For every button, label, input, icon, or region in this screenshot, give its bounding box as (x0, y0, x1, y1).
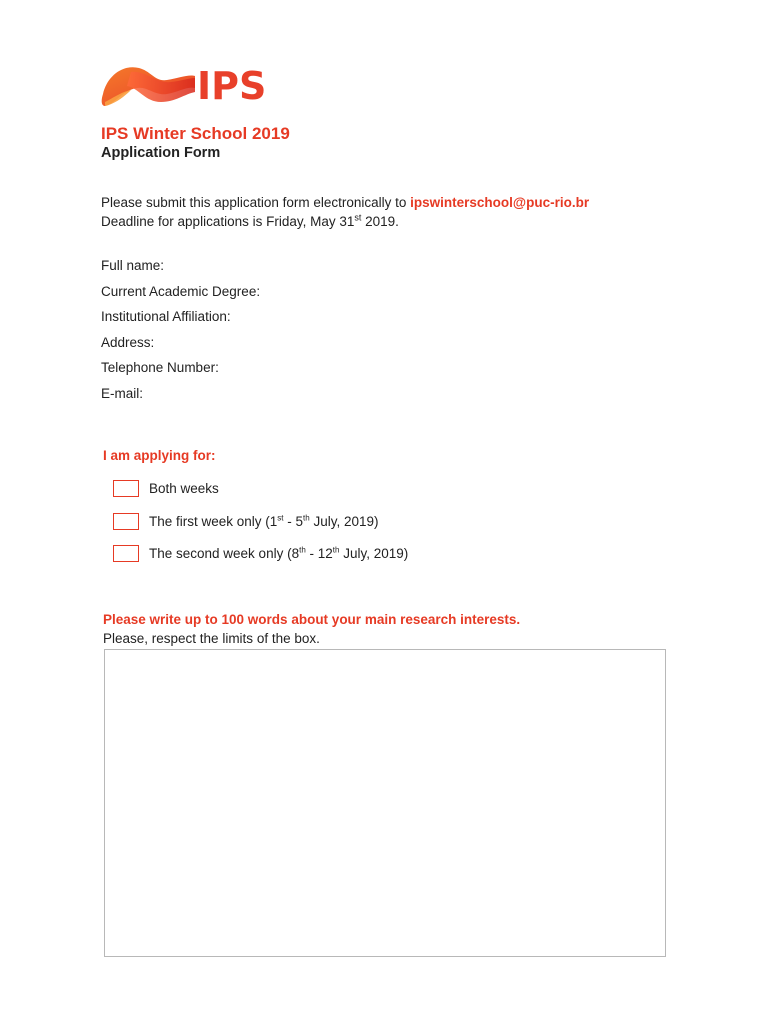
submit-instruction (101, 193, 589, 212)
form-subtitle: Application Form (101, 145, 221, 161)
research-interests-textbox[interactable] (104, 649, 666, 957)
ips-logo (101, 62, 281, 112)
option-second-week[interactable] (113, 542, 408, 564)
personal-fields (101, 256, 260, 410)
research-heading: Please write up to 100 words about your main research interests. (103, 612, 521, 627)
form-title: IPS Winter School 2019 (101, 124, 290, 143)
ips-ribbon-logo-icon (101, 62, 197, 112)
intro-text (101, 193, 589, 231)
deadline-suffix: 2019. (361, 214, 399, 229)
option-both-weeks[interactable] (113, 477, 219, 499)
submit-instruction-text: Please submit this application form electronically to (101, 195, 411, 210)
option-second-week-label: The second week only (8th - 12th July, 2019) (149, 545, 409, 561)
logo-text: IPS (197, 64, 267, 108)
checkbox-first-week[interactable] (113, 513, 139, 530)
field-address[interactable]: Address: (101, 334, 155, 350)
field-academic-degree[interactable]: Current Academic Degree: (101, 283, 261, 299)
option-first-week[interactable] (113, 510, 379, 532)
option-first-week-label: The first week only (1st - 5th July, 2019) (149, 513, 379, 529)
field-telephone[interactable]: Telephone Number: (101, 360, 219, 376)
field-email[interactable]: E-mail: (101, 385, 144, 401)
research-note: Please, respect the limits of the box. (103, 631, 320, 646)
deadline-prefix: Deadline for applications is Friday, May 31 (101, 214, 355, 229)
applying-heading: I am applying for: (103, 448, 216, 463)
checkbox-second-week[interactable] (113, 545, 139, 562)
checkbox-both-weeks[interactable] (113, 480, 139, 497)
field-full-name[interactable]: Full name: (101, 258, 165, 273)
option-both-weeks-label: Both weeks (149, 480, 219, 496)
field-institutional-affiliation[interactable]: Institutional Affiliation: (101, 309, 231, 325)
deadline-ordinal: st (354, 212, 362, 223)
deadline-text (101, 212, 589, 231)
submission-email-link[interactable]: ipswinterschool@puc-rio.br (410, 195, 590, 210)
